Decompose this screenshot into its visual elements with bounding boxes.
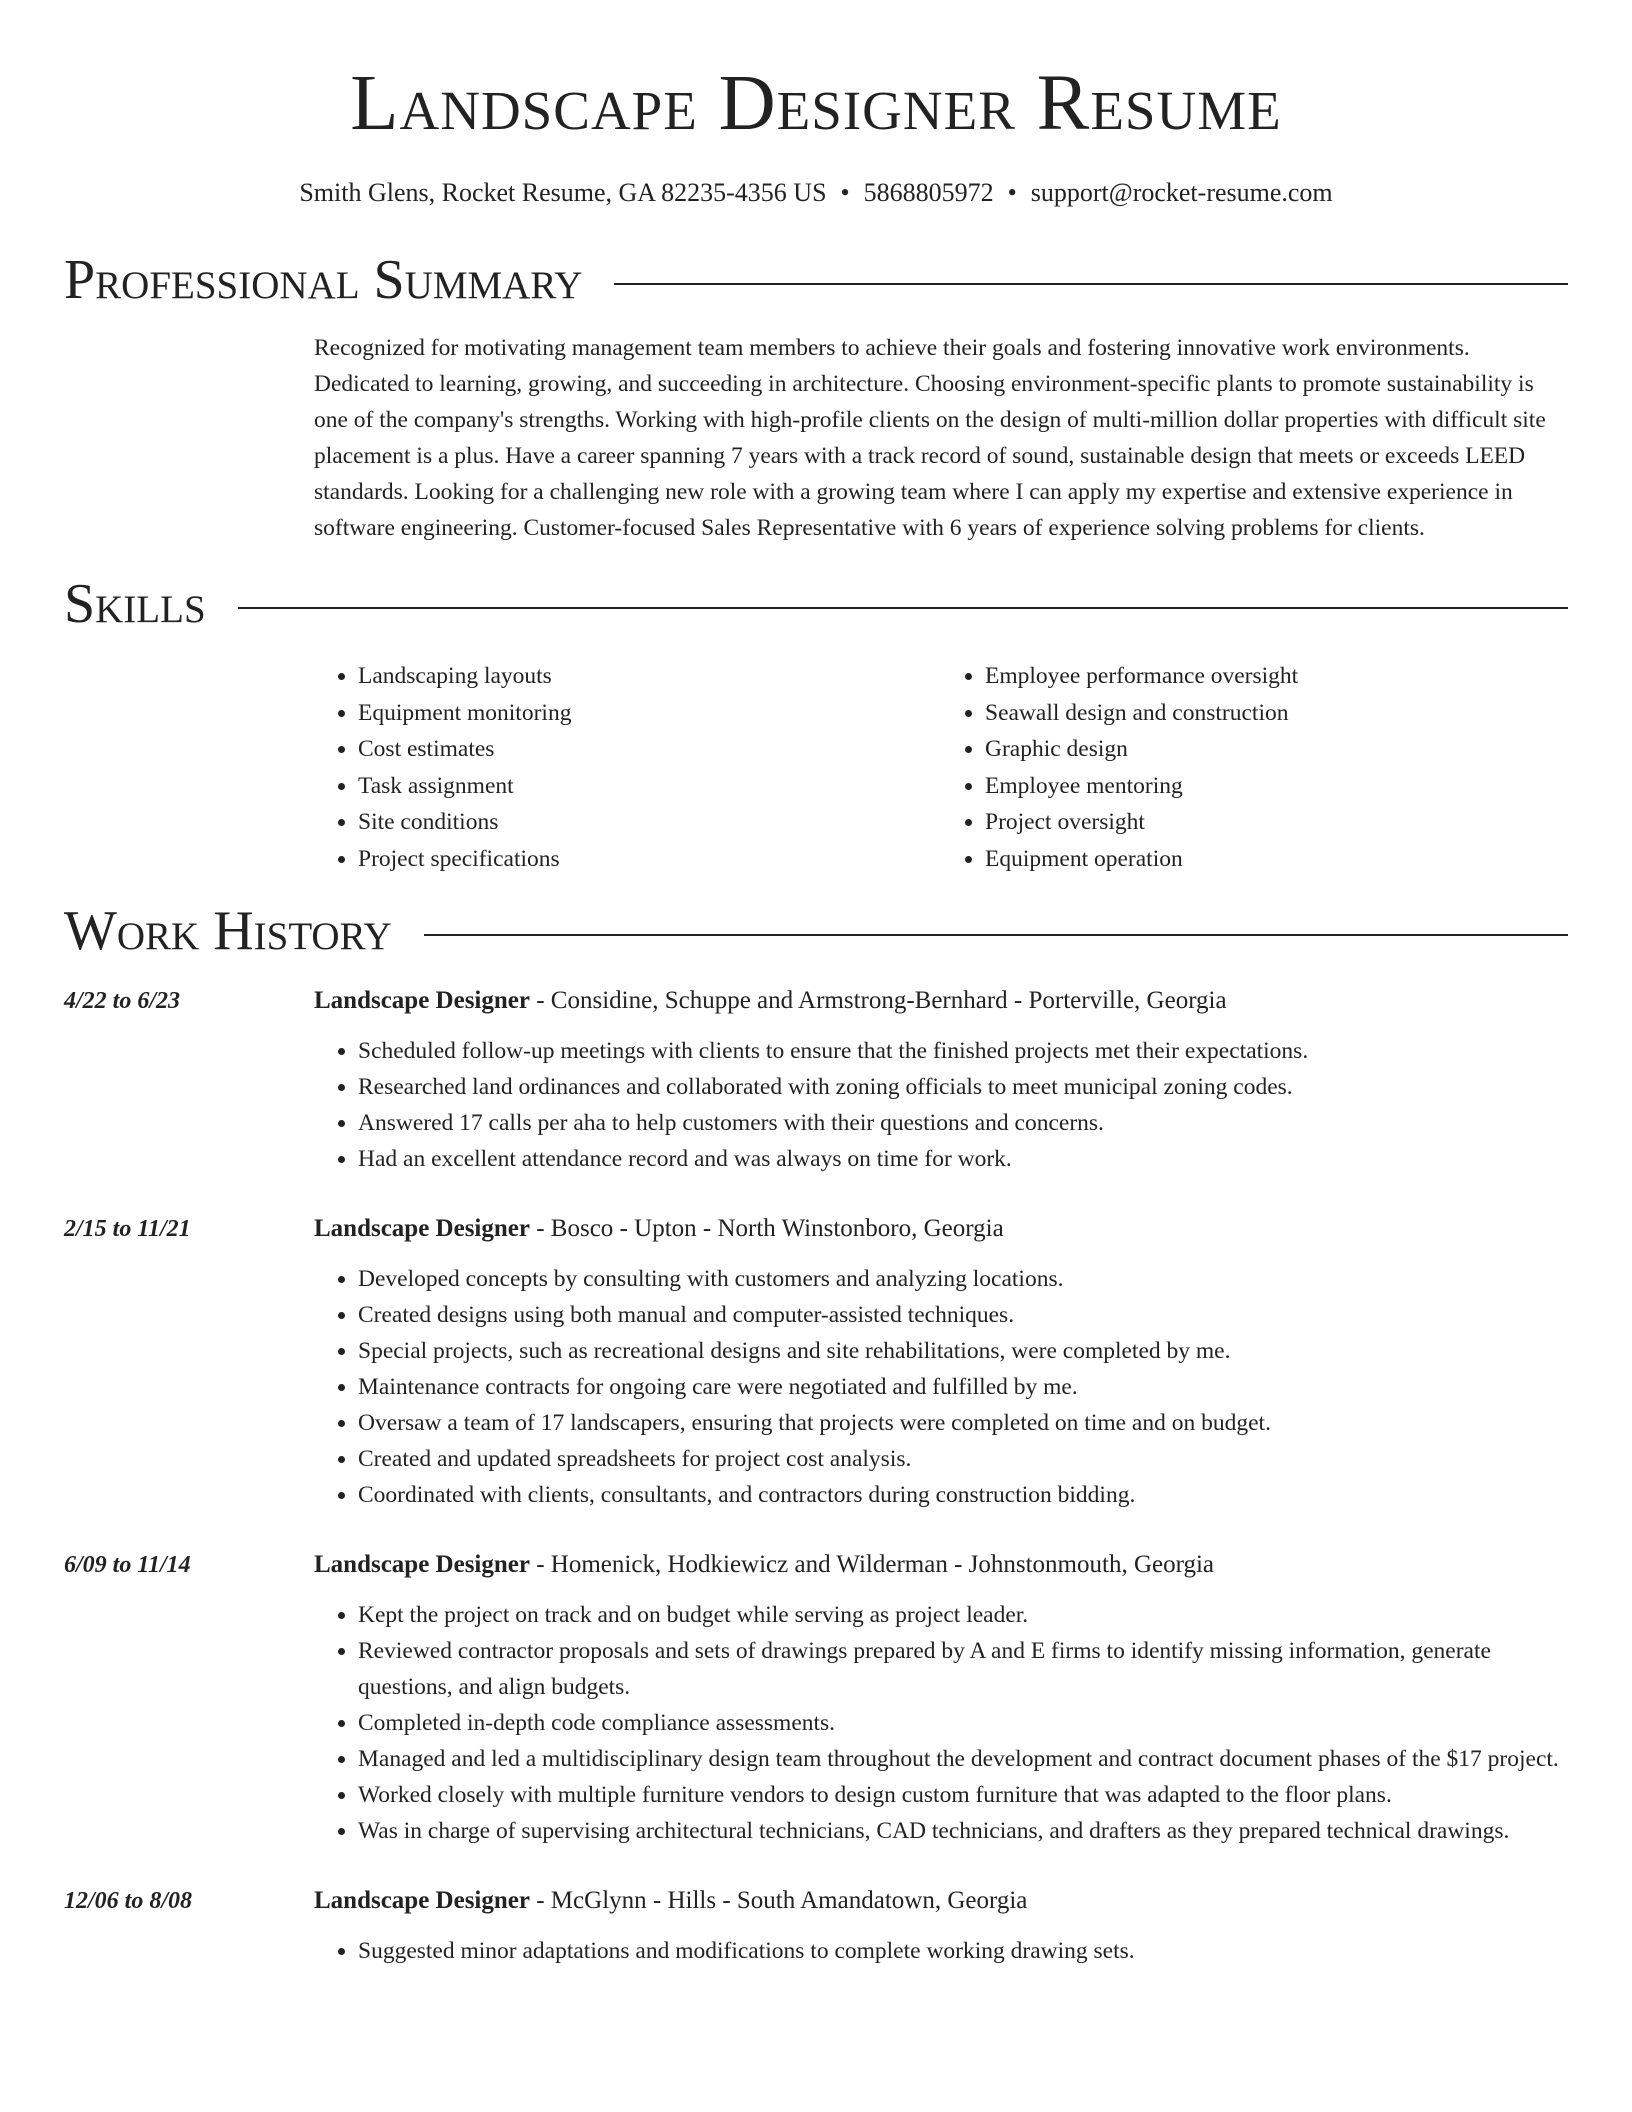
job-heading xyxy=(314,1883,1568,1919)
job-entry xyxy=(64,1547,1568,1849)
job-company: - McGlynn - Hills - South Amandatown, Georgia xyxy=(529,1887,1028,1914)
job-company: - Considine, Schuppe and Armstrong-Bernhard - Porterville, Georgia xyxy=(529,987,1227,1014)
work-heading: Work History xyxy=(64,900,392,962)
job-title: Landscape Designer xyxy=(314,1551,530,1578)
job-title: Landscape Designer xyxy=(314,1215,530,1242)
job-bullet: • Created and updated spreadsheets for project cost analysis. xyxy=(358,1441,1568,1477)
section-divider xyxy=(424,934,1568,936)
summary-section-header xyxy=(64,248,1568,312)
job-entry xyxy=(64,1211,1568,1513)
job-bullet: • Kept the project on track and on budget while serving as project leader. xyxy=(358,1597,1568,1633)
job-bullet: • Reviewed contractor proposals and sets of drawings prepared by A and E firms to identify missing information, generate questions, and align budgets. xyxy=(358,1633,1568,1705)
job-bullet: • Oversaw a team of 17 landscapers, ensuring that projects were completed on time and on budget. xyxy=(358,1405,1568,1441)
job-bullet: • Created designs using both manual and computer-assisted techniques. xyxy=(358,1297,1568,1333)
skills-section-header xyxy=(64,572,1568,636)
job-dates: 2/15 to 11/21 xyxy=(64,1216,191,1242)
job-entry xyxy=(64,1883,1568,1969)
contact-line xyxy=(64,176,1568,210)
skill-item: • Employee performance oversight xyxy=(985,658,1568,695)
job-bullet: • Had an excellent attendance record and was always on time for work. xyxy=(358,1141,1568,1177)
separator-dot: • xyxy=(1007,178,1017,207)
job-bullet: • Managed and led a multidisciplinary design team throughout the development and contract document phases of the $17 project. xyxy=(358,1741,1568,1777)
skill-item: • Landscaping layouts xyxy=(358,658,941,695)
job-dates: 12/06 to 8/08 xyxy=(64,1888,193,1914)
job-company: - Bosco - Upton - North Winstonboro, Georgia xyxy=(529,1215,1004,1242)
job-dates: 4/22 to 6/23 xyxy=(64,988,181,1014)
job-bullet: • Special projects, such as recreational designs and site rehabilitations, were completed by me. xyxy=(358,1333,1568,1369)
skills-heading: Skills xyxy=(64,573,206,635)
section-divider xyxy=(238,607,1568,609)
skills-column-right xyxy=(941,658,1568,877)
skills-column-left xyxy=(314,658,941,877)
job-bullet: • Suggested minor adaptations and modifications to complete working drawing sets. xyxy=(358,1933,1568,1969)
work-section-header xyxy=(64,899,1568,963)
summary-heading: Professional Summary xyxy=(64,249,583,311)
job-bullet: • Completed in-depth code compliance assessments. xyxy=(358,1705,1568,1741)
job-bullets xyxy=(314,1261,1568,1513)
contact-phone: 5868805972 xyxy=(863,178,994,207)
skill-item: • Project oversight xyxy=(985,804,1568,841)
skill-item: • Employee mentoring xyxy=(985,768,1568,805)
skill-item: • Site conditions xyxy=(358,804,941,841)
job-bullet: • Was in charge of supervising architectural technicians, CAD technicians, and drafters as they prepared technical drawings. xyxy=(358,1813,1568,1849)
separator-dot: • xyxy=(840,178,850,207)
skills-list xyxy=(314,658,1568,877)
contact-email: support@rocket-resume.com xyxy=(1030,178,1333,207)
skill-item: • Cost estimates xyxy=(358,731,941,768)
skill-item: • Equipment monitoring xyxy=(358,695,941,732)
job-bullet: • Researched land ordinances and collaborated with zoning officials to meet municipal zoning codes. xyxy=(358,1069,1568,1105)
skill-item: • Project specifications xyxy=(358,841,941,878)
skill-item: • Graphic design xyxy=(985,731,1568,768)
skill-item: • Task assignment xyxy=(358,768,941,805)
job-bullet: • Maintenance contracts for ongoing care were negotiated and fulfilled by me. xyxy=(358,1369,1568,1405)
summary-text: Recognized for motivating management team members to achieve their goals and fostering innovative work environments. Dedicated to learning, growing, and succeeding in architecture. Choosing environment-specific plants to promote sustainability is one of the company's strengths. Working with high-profile clients on the design of multi-million dollar properties with difficult site placement is a plus. Have a career spanning 7 years with a track record of sound, sustainable design that meets or exceeds LEED standards. Looking for a challenging new role with a growing team where I can apply my expertise and extensive experience in software engineering. Customer-focused Sales Representative with 6 years of experience solving problems for clients. xyxy=(314,335,1546,541)
job-bullet: • Scheduled follow-up meetings with clients to ensure that the finished projects met their expectations. xyxy=(358,1033,1568,1069)
job-bullet: • Worked closely with multiple furniture vendors to design custom furniture that was adapted to the floor plans. xyxy=(358,1777,1568,1813)
job-bullets xyxy=(314,1597,1568,1849)
job-heading xyxy=(314,1211,1568,1247)
job-company: - Homenick, Hodkiewicz and Wilderman - Johnstonmouth, Georgia xyxy=(529,1551,1215,1578)
job-bullet: • Coordinated with clients, consultants, and contractors during construction bidding. xyxy=(358,1477,1568,1513)
skill-item: • Equipment operation xyxy=(985,841,1568,878)
job-bullets xyxy=(314,1033,1568,1177)
skill-item: • Seawall design and construction xyxy=(985,695,1568,732)
job-title: Landscape Designer xyxy=(314,1887,530,1914)
job-dates: 6/09 to 11/14 xyxy=(64,1552,191,1578)
resume-title: Landscape Designer Resume xyxy=(350,60,1282,147)
job-heading xyxy=(314,1547,1568,1583)
job-bullet: • Developed concepts by consulting with customers and analyzing locations. xyxy=(358,1261,1568,1297)
job-bullets xyxy=(314,1933,1568,1969)
job-bullet: • Answered 17 calls per aha to help customers with their questions and concerns. xyxy=(358,1105,1568,1141)
job-heading xyxy=(314,983,1568,1019)
work-history-list xyxy=(64,983,1568,1969)
job-title: Landscape Designer xyxy=(314,987,530,1014)
job-entry xyxy=(64,983,1568,1177)
section-divider xyxy=(614,283,1568,285)
contact-address: Smith Glens, Rocket Resume, GA 82235-4356 US xyxy=(299,178,827,207)
